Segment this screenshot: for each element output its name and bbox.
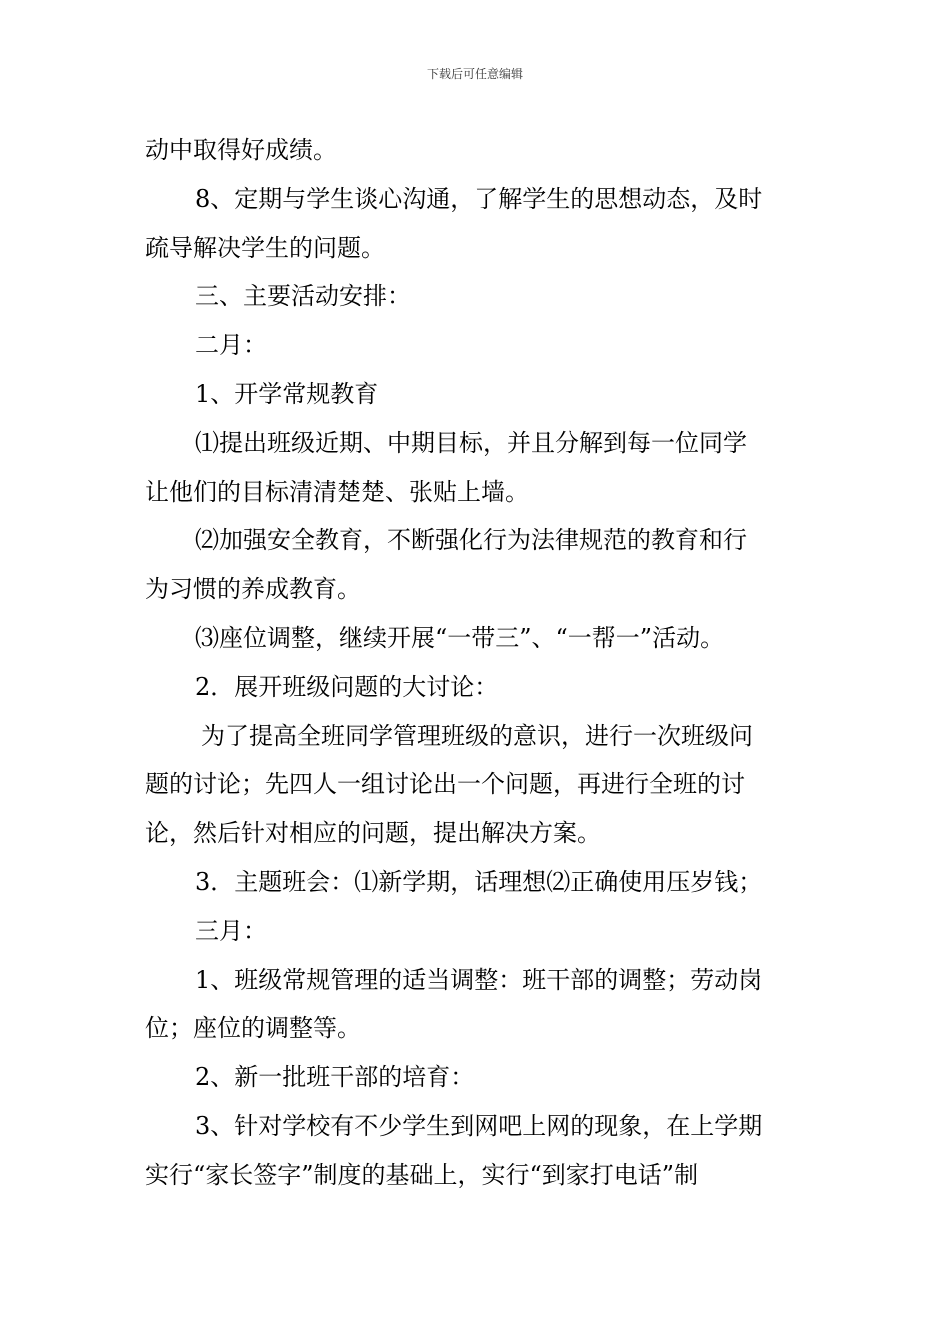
text-line: ⑶座位调整，继续开展“一带三”、“一帮一”活动。 [195,623,725,652]
page-header: 下载后可任意编辑 [426,67,523,81]
text-line: ⑵加强安全教育，不断强化行为法律规范的教育和行 [195,526,747,555]
text-line: 动中取得好成绩。 [145,136,337,164]
text-line: 为了提高全班同学管理班级的意识，进行一次班级问 [201,721,753,750]
text-line: 2、新一批班干部的培育： [195,1063,475,1092]
month-heading: 三月： [195,916,267,945]
text-line: 1、开学常规教育 [195,379,379,408]
text-line: 实行“家长签字”制度的基础上，实行“到家打电话”制 [145,1160,699,1189]
text-line: 2．展开班级问题的大讨论： [195,672,499,701]
text-line: 8、定期与学生谈心沟通，了解学生的思想动态，及时 [195,184,763,213]
text-line: 3、针对学校有不少学生到网吧上网的现象，在上学期 [195,1111,763,1140]
text-line: 论，然后针对相应的问题，提出解决方案。 [145,819,601,848]
text-line: ⑴提出班级近期、中期目标，并且分解到每一位同学 [195,428,747,457]
month-heading: 二月： [195,331,267,360]
text-line: 为习惯的养成教育。 [145,575,361,604]
document-body [145,126,807,1200]
text-line: 1、班级常规管理的适当调整：班干部的调整；劳动岗 [195,965,763,994]
text-line: 3．主题班会：⑴新学期，话理想⑵正确使用压岁钱； [195,867,763,896]
text-line: 让他们的目标清清楚楚、张贴上墙。 [145,477,529,506]
text-line: 疏导解决学生的问题。 [145,233,385,262]
text-line: 位；座位的调整等。 [145,1014,361,1043]
section-heading: 三、主要活动安排： [195,282,411,311]
text-line: 题的讨论；先四人一组讨论出一个问题，再进行全班的讨 [145,770,745,799]
